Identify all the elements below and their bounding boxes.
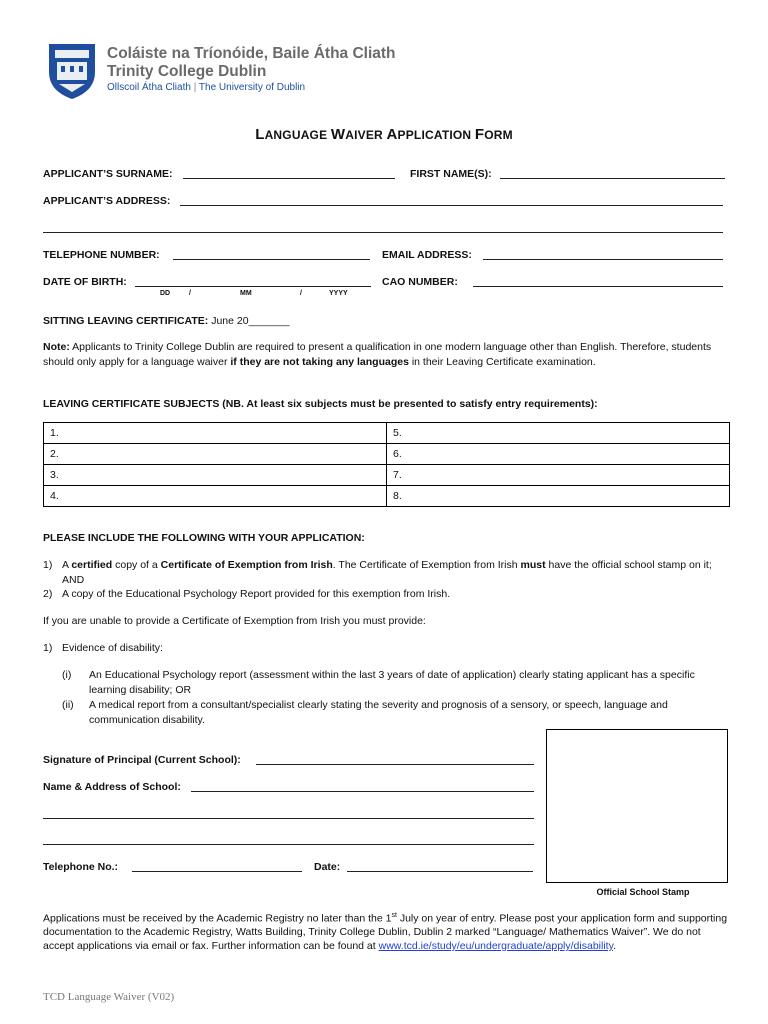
list-number: 1) (43, 559, 53, 571)
school-telephone-label: Telephone No.: (43, 861, 119, 873)
logo-english-name: Trinity College Dublin (107, 63, 267, 80)
signature-field[interactable] (256, 754, 534, 765)
tcd-shield-icon (47, 42, 97, 100)
disability-info-link[interactable]: www.tcd.ie/study/eu/undergraduate/apply/disability (378, 940, 614, 953)
list-number: 1) (43, 642, 53, 654)
subject-cell[interactable]: 2. (44, 444, 387, 465)
email-label: EMAIL ADDRESS: (382, 249, 472, 261)
list-number: (ii) (62, 699, 74, 711)
address-field-line-2[interactable] (43, 222, 723, 233)
address-label: APPLICANT’S ADDRESS: (43, 195, 171, 207)
logo-subtitle: Ollscoil Átha Cliath | The University of Dublin (107, 82, 306, 93)
address-field-line-1[interactable] (180, 195, 723, 206)
school-name-label: Name & Address of School: (43, 781, 181, 793)
telephone-label: TELEPHONE NUMBER: (43, 249, 160, 261)
school-stamp-box (546, 729, 728, 883)
signature-label: Signature of Principal (Current School): (43, 754, 241, 766)
include-heading: PLEASE INCLUDE THE FOLLOWING WITH YOUR APPLICATION: (43, 532, 365, 544)
dob-dd-hint: DD (160, 290, 171, 297)
dob-label: DATE OF BIRTH: (43, 276, 127, 288)
note-paragraph: Note: Applicants to Trinity College Dublin are required to present a qualification in one modern language other than English. Therefore, students should only apply for a language waiver if they are not taking any languages in their Leaving Certificate examination. (43, 341, 712, 368)
school-name-field-line-2[interactable] (43, 808, 534, 819)
cao-field[interactable] (473, 276, 723, 287)
sitting-value[interactable]: June 20_______ (211, 315, 290, 327)
school-name-field-line-3[interactable] (43, 834, 534, 845)
dob-yyyy-hint: YYYY (329, 290, 348, 297)
unable-intro: If you are unable to provide a Certificate of Exemption from Irish you must provide: (43, 615, 426, 627)
subject-cell[interactable]: 6. (387, 444, 730, 465)
subject-cell[interactable]: 8. (387, 486, 730, 507)
evidence-sub-item-2: A medical report from a consultant/specialist clearly stating the severity and prognosis of a sensory, or speech, language and communication disability. (89, 699, 668, 726)
school-telephone-field[interactable] (132, 861, 302, 872)
date-label: Date: (314, 861, 341, 873)
subject-cell[interactable]: 7. (387, 465, 730, 486)
submission-instructions: Applications must be received by the Academic Registry no later than the 1st July on year of entry. Please post your application form and supporting documentation to the Academic Registry, Watts Building, Trinity College Dublin, Dublin 2 marked “Language/ Mathematics Waiver”. We do not accept applications via email or fax. Further information can be found at www.tcd.ie/study/eu/undergraduate/apply/disability. (43, 912, 728, 953)
sitting-row (43, 314, 289, 329)
subjects-heading: LEAVING CERTIFICATE SUBJECTS (NB. At least six subjects must be presented to satisfy entry requirements): (43, 398, 598, 410)
include-item-2: A copy of the Educational Psychology Report provided for this exemption from Irish. (62, 588, 451, 600)
list-number: 2) (43, 588, 53, 600)
first-name-label: FIRST NAME(S): (410, 168, 492, 180)
dob-mm-hint: MM (240, 290, 252, 297)
tcd-logo (47, 42, 407, 102)
cao-label: CAO NUMBER: (382, 276, 458, 288)
telephone-field[interactable] (173, 249, 370, 260)
subject-cell[interactable]: 3. (44, 465, 387, 486)
dob-separator: / (189, 290, 191, 297)
subject-cell[interactable]: 1. (44, 423, 387, 444)
evidence-sub-item-1: An Educational Psychology report (assessment within the last 3 years of date of application) clearly stating applicant has a specific learning disability; OR (89, 669, 695, 696)
stamp-label: Official School Stamp (596, 887, 690, 897)
document-version: TCD Language Waiver (V02) (43, 991, 175, 1003)
logo-irish-name: Coláiste na Tríonóide, Baile Átha Cliath (107, 45, 396, 62)
date-field[interactable] (347, 861, 533, 872)
include-item-1: A certified copy of a Certificate of Exemption from Irish. The Certificate of Exemption from Irish must have the official school stamp on it; AND (62, 559, 712, 586)
subjects-table (43, 422, 730, 507)
first-name-field[interactable] (500, 168, 725, 179)
subject-cell[interactable]: 4. (44, 486, 387, 507)
surname-label: APPLICANT’S SURNAME: (43, 168, 173, 180)
dob-field[interactable] (135, 276, 371, 287)
email-field[interactable] (483, 249, 723, 260)
evidence-item: Evidence of disability: (62, 642, 163, 654)
table-row (44, 444, 730, 465)
list-number: (i) (62, 669, 72, 681)
surname-field[interactable] (183, 168, 395, 179)
table-row (44, 423, 730, 444)
sitting-label: SITTING LEAVING CERTIFICATE: (43, 315, 209, 327)
table-row (44, 465, 730, 486)
subject-cell[interactable]: 5. (387, 423, 730, 444)
school-name-field-line-1[interactable] (191, 781, 534, 792)
dob-separator: / (300, 290, 302, 297)
form-title: LANGUAGE WAIVER APPLICATION FORM (255, 126, 513, 143)
table-row (44, 486, 730, 507)
